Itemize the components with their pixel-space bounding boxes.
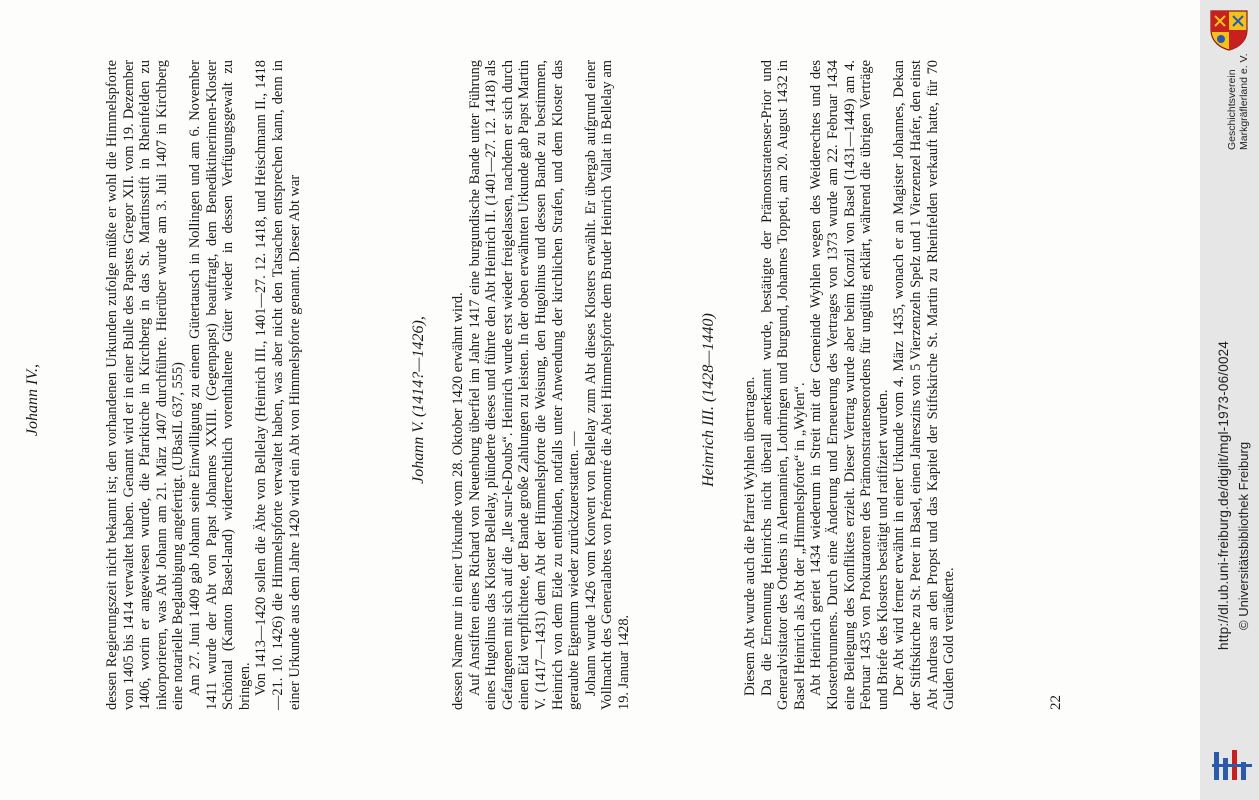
coat-of-arms-icon <box>1207 8 1251 52</box>
section-heinrich-iii-text <box>742 60 958 710</box>
paragraph: Diesem Abt wurde auch die Pfarrei Wyhlen übertragen. <box>742 376 758 696</box>
paragraph: Da die Ernennung Heinrichs nicht überall anerkannt wurde, bestätigte der Prämonstratenser-Prior und Generalvisitator des Ordens in Alemannien, Lothringen und Burgund, Johannes Toppeti, am 20. August 1432 in Basel Heinrich als Abt der „Himmelspforte“ in „Wylen“. <box>758 60 808 710</box>
heading-johann-iv: Johann IV., <box>24 363 41 437</box>
sidebar-rotated-text <box>1200 0 1259 800</box>
paragraph: Abt Heinrich geriet 1434 wiederum in Streit mit der Gemeinde Wyhlen wegen des Weiderechtes und des Klosterbrunnens. Durch eine Änderung und Erneuerung des Vertrages von 1373 wurde am 22. Februar 1434 eine Beilegung des Konfliktes erzielt. Dieser Vertrag wurde aber beim Konzil von Basel (1431—1449) am 4. Februar 1435 von Prokuratoren des Prämonstratenserordens für ungültig erklärt, während die übrigen Verträge und Briefe des Klosters bestätigt und ratifiziert wurden. <box>808 60 891 710</box>
society-name <box>1226 54 1250 151</box>
paragraph: Am 27. Juni 1409 gab Johann seine Einwilligung zu einem Gütertausch in Nollingen und am 6. November 1411 wurde der Abt von Papst Johannes XXIII. (Gegenpapst) beauftragt, dem Benediktinerinnen-Kloster Schöntal (Kanton Basel-land) widerrechtlich vorenthaltene Güter wieder in dessen Verfügungsgewalt zu bringen. <box>186 60 253 710</box>
society-name-line-1: Geschichtsverein <box>1226 69 1238 150</box>
society-name-line-2: Markgräflerland e. V. <box>1238 53 1250 150</box>
paragraph: Von 1413—1420 sollen die Äbte von Bellelay (Heinrich III., 1401—27. 12. 1418, und Heischmann II., 1418—21. 10. 1426) die Himmelspforte verwaltet haben, was aber nicht den Tatsachen entsprechen kann, denn in einer Urkunde aus dem Jahre 1420 wird ein Abt von Himmelspforte genannt. Dieser Abt war <box>253 60 303 710</box>
paragraph: dessen Name nur in einer Urkunde vom 28. Oktober 1420 erwähnt wird. <box>450 292 466 710</box>
section-johann-iv-text <box>104 60 303 710</box>
copyright-notice: © Universitätsbibliothek Freiburg <box>1236 441 1251 630</box>
permalink-url[interactable]: http://dl.ub.uni-freiburg.de/diglit/mgl-1973-06/0024 <box>1216 340 1231 650</box>
paragraph: Auf Anstiften eines Richard von Neuenburg überfiel im Jahre 1417 eine burgundische Bande unter Führung eines Hugolinus das Kloster Bellelay, plünderte dieses und führte den Abt Heinrich II. (1401—27. 12. 1418) als Gefangenen mit sich auf die „Ile sur-le-Doubs“. Heinrich wurde erst wieder freigelassen, nachdem er sich durch einen Eid verpflichtete, der Bande große Zahlungen zu leisten. In der oben erwähnten Urkunde gab Papst Martin V. (1417—1431) dem Abt der Himmelspforte die Weisung, den Hugolinus und dessen Bande zu bestimmen, Heinrich von dem Eide zu entbinden, notfalls unter Anwendung der kirchlichen Strafen, und dem Kloster das geraubte Eigentum wieder zurückzuerstatten. — <box>466 60 583 710</box>
university-library-logo-icon <box>1210 748 1254 784</box>
paragraph: Johann wurde 1426 vom Konvent von Bellelay zum Abt dieses Klosters erwählt. Er übergab aufgrund einer Vollmacht des Generalabtes von Prémontré die Abtei Himmelspforte dem Bruder Heinrich Vallat in Bellelay am 19. Januar 1428. <box>582 60 632 710</box>
paragraph: Der Abt wird ferner erwähnt in einer Urkunde vom 4. März 1435, wonach er an Magister Johannes, Dekan der Stiftskirche zu St. Peter in Basel, einen Jahreszins von 5 Vierzenzeln Spelz und 1 Vierzenzel Hafer, den einst Abt Andreas an den Propst und das Kapitel der Stiftskirche St. Martin zu Rheinfelden verkauft hatte, für 70 Gulden Gold veräußerte. <box>891 60 958 710</box>
paragraph: dessen Regierungszeit nicht bekannt ist; den vorhandenen Urkunden zufolge müßte er wohl die Himmelspforte von 1405 bis 1414 verwaltet haben. Genannt wird er in einer Bulle des Papstes Gregor XII. vom 19. Dezember 1406, worin er angewiesen wurde, die Pfarrkirche in Kirchberg in das St. Martinsstift in Rheinfelden zu inkorporieren, was Abt Johann am 21. März 1407 durchführte. Hierüber wurde am 3. Juli 1407 in Kirchberg eine notarielle Beglaubigung angefertigt. (UBasIL 637, 555) <box>104 60 187 710</box>
heading-johann-v: Johann V. (1414?—1426), <box>410 316 427 484</box>
heading-heinrich-iii: Heinrich III. (1428—1440) <box>700 313 717 487</box>
section-johann-v-text <box>450 60 633 710</box>
library-sidebar <box>1200 0 1259 800</box>
page-number: 22 <box>1048 695 1064 710</box>
